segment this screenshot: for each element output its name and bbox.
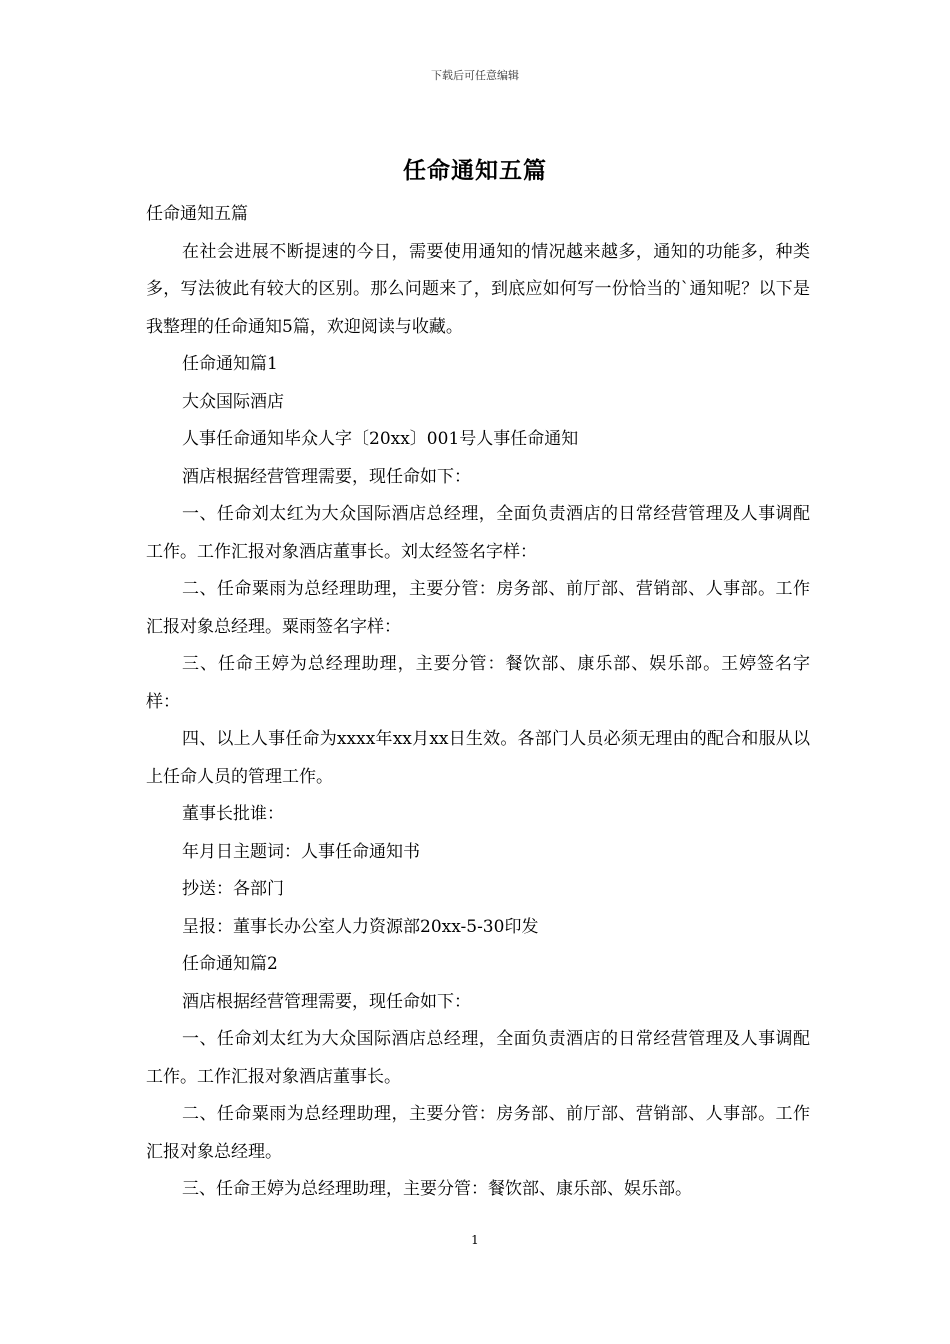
paragraph: 呈报：董事长办公室人力资源部20xx-5-30印发: [182, 916, 539, 937]
paragraph: 年月日主题词：人事任命通知书: [182, 841, 420, 862]
paragraph: 三、任命王婷为总经理助理，主要分管：餐饮部、康乐部、娱乐部。王婷签名字样：: [146, 654, 810, 712]
paragraph: 二、任命粟雨为总经理助理，主要分管：房务部、前厅部、营销部、人事部。工作汇报对象总经理。: [146, 1104, 810, 1162]
paragraph: 大众国际酒店: [182, 391, 284, 412]
paragraph: 二、任命粟雨为总经理助理，主要分管：房务部、前厅部、营销部、人事部。工作汇报对象总经理。粟雨签名字样：: [146, 579, 810, 637]
paragraph-intro: 在社会进展不断提速的今日，需要使用通知的情况越来越多，通知的功能多，种类多，写法彼此有较大的区别。那么问题来了，到底应如何写一份恰当的`通知呢？以下是我整理的任命通知5篇，欢迎阅读与收藏。: [146, 241, 810, 337]
paragraph: 三、任命王婷为总经理助理，主要分管：餐饮部、康乐部、娱乐部。: [182, 1179, 692, 1199]
paragraph: 抄送：各部门: [182, 879, 284, 899]
paragraph: 董事长批谁：: [182, 804, 284, 824]
paragraph-subtitle: 任命通知五篇: [146, 204, 248, 224]
paragraph: 四、以上人事任命为xxxx年xx月xx日生效。各部门人员必须无理由的配合和服从以上任命人员的管理工作。: [146, 729, 810, 787]
document-body: [146, 196, 810, 1209]
paragraph: 酒店根据经营管理需要，现任命如下：: [182, 466, 471, 487]
document-title: 任命通知五篇: [403, 157, 547, 184]
page-number: 1: [471, 1233, 479, 1247]
paragraph: 人事任命通知毕众人字〔20xx〕001号人事任命通知: [182, 429, 579, 449]
page-header-note: 下载后可任意编辑: [431, 69, 519, 82]
paragraph: 酒店根据经营管理需要，现任命如下：: [182, 991, 471, 1012]
paragraph: 一、任命刘太红为大众国际酒店总经理，全面负责酒店的日常经营管理及人事调配工作。工作汇报对象酒店董事长。: [146, 1029, 810, 1087]
paragraph: 一、任命刘太红为大众国际酒店总经理，全面负责酒店的日常经营管理及人事调配工作。工作汇报对象酒店董事长。刘太经签名字样：: [146, 504, 810, 562]
section-heading-1: 任命通知篇1: [182, 354, 278, 374]
section-heading-2: 任命通知篇2: [182, 954, 278, 974]
